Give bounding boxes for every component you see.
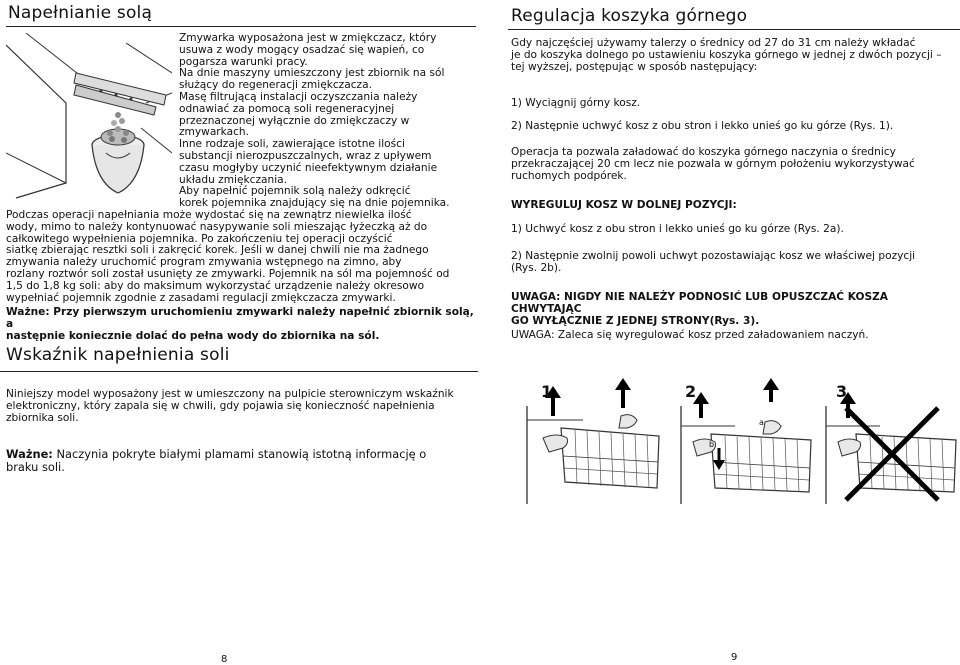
figure-label: 2 — [685, 382, 697, 401]
text-line: ruchomych podpórek. — [511, 169, 627, 182]
figure-2-sub-a: a — [759, 418, 764, 427]
text-line: Gdy najczęściej używamy talerzy o średnicy od 27 do 31 cm należy wkładać — [511, 37, 916, 49]
indicator-text — [6, 389, 476, 424]
text-line: GO WYŁĄCZNIE Z JEDNEJ STRONY(Rys. 3). — [511, 314, 760, 327]
text-line: Ważne: Przy pierwszym uruchomieniu zmywarki należy napełnić zbiornik solą, a — [6, 306, 474, 330]
low-position-heading: WYREGULUJ KOSZ W DOLNEJ POZYCJI: — [511, 199, 737, 211]
salt-intro-text — [179, 33, 477, 210]
figure-1 — [523, 378, 663, 508]
first-use-warning — [6, 307, 476, 342]
note-label: Ważne: — [6, 447, 53, 461]
low-step-1: 1) Uchwyć kosz z obu stron i lekko unieś go ku górze (Rys. 2a). — [511, 223, 844, 235]
text-line: Inne rodzaje soli, zawierające istotne ilości — [179, 138, 405, 151]
step-1: 1) Wyciągnij górny kosz. — [511, 97, 641, 109]
figure-3 — [820, 378, 960, 508]
text-line: zmywarkach. — [179, 126, 250, 139]
text-line: siatkę zbierając resztki soli i zakręcić korek. Jeśli w danej chwili nie ma żadnego — [6, 244, 429, 257]
figure-2-sub-b: b — [709, 440, 715, 449]
salt-container-illustration — [6, 33, 172, 203]
text-line: Podczas operacji napełniania może wydostać się na zewnątrz niewielka ilość — [6, 209, 412, 221]
text-line: 1,5 do 1,8 kg soli: aby do maksimum wykorzystać urządzenie należy okresowo — [6, 279, 425, 292]
text-line: 2) Następnie zwolnij powoli uchwyt pozostawiając kosz we właściwej pozycji — [511, 250, 916, 262]
heading-salt-filling: Napełnianie solą — [8, 3, 153, 23]
text-line: przeznaczonej wyłącznie do zmiękczaczy w — [179, 114, 410, 127]
text-line: następnie koniecznie dolać do pełna wody do zbiornika na sól. — [6, 329, 380, 342]
text-line: substancji nierozpuszczalnych, wraz z upływem — [179, 149, 432, 162]
text-line: rozlany roztwór soli został usunięty ze zmywarki. Pojemnik na sól ma pojemność od — [6, 267, 450, 280]
step-2: 2) Następnie uchwyć kosz z obu stron i lekko unieś go ku górze (Rys. 1). — [511, 120, 894, 132]
heading-salt-indicator: Wskaźnik napełnienia soli — [6, 345, 230, 365]
basket-warning — [511, 292, 959, 327]
basket-intro-text — [511, 38, 959, 73]
text-line: tej wyższej, postępując w sposób następujący: — [511, 60, 758, 73]
text-line: wypełniać pojemnik zgodnie z zasadami regulacji zmiękczacza zmywarki. — [6, 291, 396, 304]
salt-procedure-text — [6, 210, 476, 304]
text-line: braku soli. — [6, 460, 65, 474]
heading-basket-adjustment: Regulacja koszyka górnego — [511, 6, 748, 26]
text-line: zbiornika soli. — [6, 411, 79, 424]
text-line: czasu mogłyby uczynić nieefektywnym działanie — [179, 161, 438, 174]
text-line: Aby napełnić pojemnik solą należy odkręcić — [179, 185, 411, 198]
heading-salt-filling-rule — [6, 26, 476, 27]
text-line: wody, mimo to należy kontynuować nasypywanie soli mieszając łyżeczką aż do — [6, 220, 428, 233]
text-line: (Rys. 2b). — [511, 261, 562, 274]
text-line: Ważne: Naczynia pokryte białymi plamami stanowią istotną informację o — [6, 447, 427, 461]
text-line: usuwa z wody mogący osadzać się wapień, co — [179, 43, 425, 56]
text-line: je do koszyka dolnego po ustawieniu koszyka górnego w jednej z dwóch pozycji – — [511, 48, 942, 61]
text-line: odnawiać za pomocą soli regeneracyjnej — [179, 102, 395, 115]
text-line: całkowitego wypełnienia pojemnika. Po zakończeniu tej operacji oczyścić — [6, 232, 393, 245]
text-line: elektroniczny, który zapala się w chwili, gdy pojawia się konieczność napełnienia — [6, 399, 435, 412]
text-line: zmywania należy uruchomić program zmywania wstępnego na zimno, aby — [6, 256, 402, 269]
text-line: Masę filtrującą instalacji oczyszczania należy — [179, 90, 418, 103]
heading-basket-adjustment-rule — [508, 29, 960, 30]
operation-text — [511, 147, 959, 182]
basket-caution: UWAGA: Zaleca się wyregulować kosz przed załadowaniem naczyń. — [511, 329, 869, 341]
text-line: Na dnie maszyny umieszczony jest zbiornik na sól — [179, 67, 445, 80]
text-line: układu zmiękczania. — [179, 173, 288, 186]
text-line: przekraczającej 20 cm lecz nie pozwala w górnym położeniu wykorzystywać — [511, 157, 915, 170]
text-line: korek pojemnika znajdujący się na dnie pojemnika. — [179, 197, 450, 210]
text-line: pogarsza warunki pracy. — [179, 55, 308, 68]
page-number-right: 9 — [731, 652, 738, 663]
figure-label: 1 — [541, 382, 553, 401]
figure-label: 3 — [836, 382, 848, 401]
text-line: UWAGA: NIGDY NIE NALEŻY PODNOSIĆ LUB OPUSZCZAĆ KOSZA CHWYTAJĄC — [511, 291, 888, 315]
figure-2 — [675, 378, 815, 508]
text-line: Operacja ta pozwala załadować do koszyka górnego naczynia o średnicy — [511, 146, 896, 158]
text-line: Zmywarka wyposażona jest w zmiękczacz, który — [179, 32, 437, 44]
salt-note — [6, 448, 476, 474]
text-line: Niniejszy model wyposażony jest w umieszczony na pulpicie sterowniczym wskaźnik — [6, 388, 454, 400]
page-number-left: 8 — [221, 654, 228, 665]
text-line: służący do regeneracji zmiękczacza. — [179, 79, 372, 92]
heading-salt-indicator-rule — [0, 371, 478, 372]
low-step-2 — [511, 251, 959, 275]
